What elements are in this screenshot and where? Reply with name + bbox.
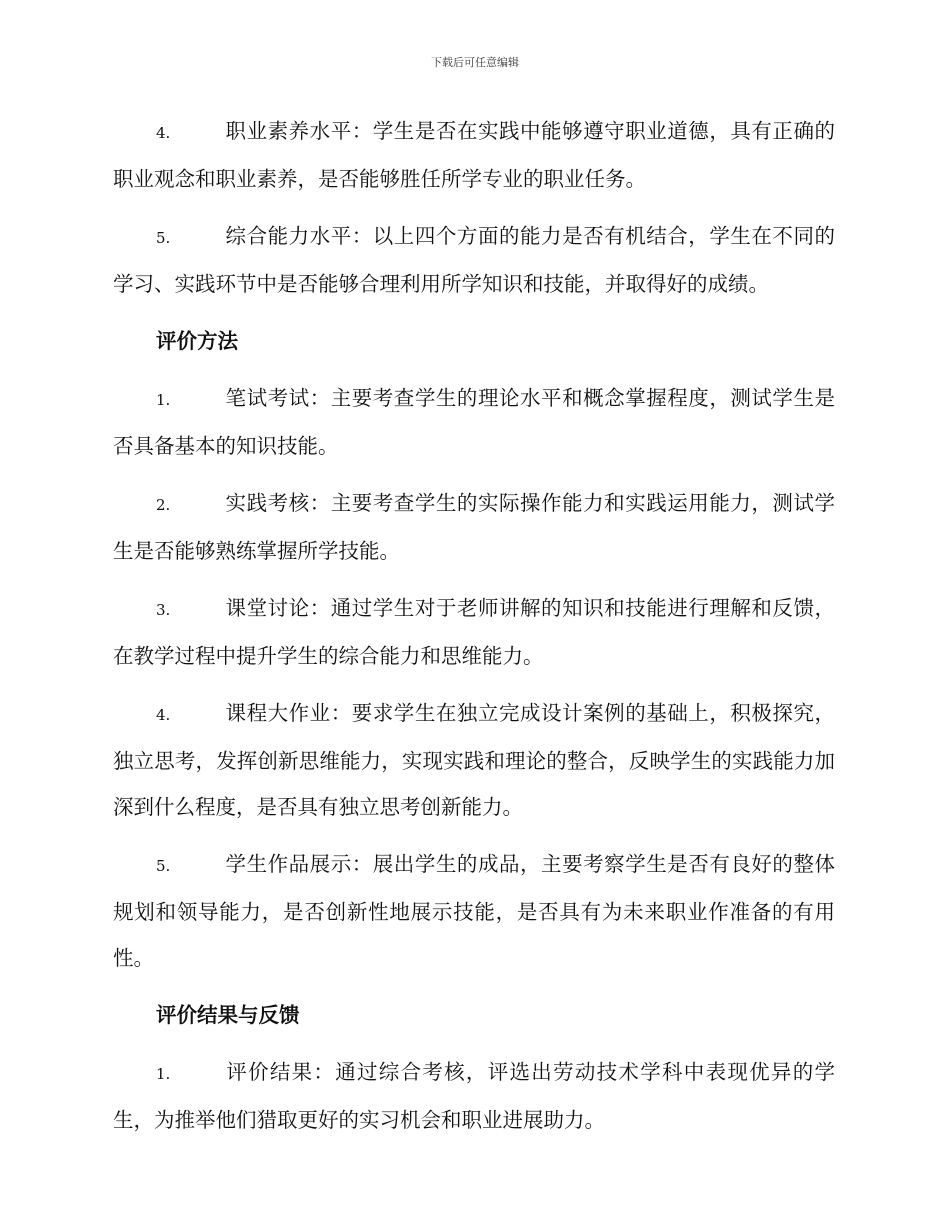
item-text: 评价结果：通过综合考核，评选出劳动技术学科中表现优异的学生，为推举他们猎取更好的实习机会和职业进展助力。	[113, 1060, 835, 1132]
list-item-2	[113, 480, 835, 574]
section-heading-methods: 评价方法	[156, 329, 238, 353]
item-number: 5.	[156, 229, 171, 247]
item-text: 实践考核：主要考查学生的实际操作能力和实践运用能力，测试学生是否能够熟练掌握所学技能。	[113, 491, 835, 563]
list-item-1	[113, 1049, 835, 1143]
list-item-1	[113, 375, 835, 469]
item-number: 3.	[156, 601, 171, 619]
item-text: 课堂讨论：通过学生对于老师讲解的知识和技能进行理解和反馈，在教学过程中提升学生的综合能力和思维能力。	[113, 596, 835, 668]
page-header: 下载后可任意编辑	[431, 56, 519, 69]
item-text: 职业素养水平：学生是否在实践中能够遵守职业道德，具有正确的职业观念和职业素养，是否能够胜任所学专业的职业任务。	[113, 119, 835, 191]
item-number: 1.	[156, 1065, 171, 1083]
list-item-5	[113, 213, 835, 307]
item-text: 课程大作业：要求学生在独立完成设计案例的基础上，积极探究，独立思考，发挥创新思维能力，实现实践和理论的整合，反映学生的实践能力加深到什么程度，是否具有独立思考创新能力。	[113, 701, 835, 819]
list-item-5	[113, 841, 835, 981]
item-number: 5.	[156, 857, 171, 875]
item-text: 笔试考试：主要考查学生的理论水平和概念掌握程度，测试学生是否具备基本的知识技能。	[113, 386, 835, 458]
document-body	[113, 108, 835, 1154]
list-item-4	[113, 108, 835, 202]
section-heading-results: 评价结果与反馈	[156, 1003, 300, 1027]
item-text: 学生作品展示：展出学生的成品，主要考察学生是否有良好的整体规划和领导能力，是否创新性地展示技能，是否具有为未来职业作准备的有用性。	[113, 852, 835, 970]
item-number: 2.	[156, 496, 171, 514]
list-item-3	[113, 585, 835, 679]
item-number: 1.	[156, 391, 171, 409]
item-number: 4.	[156, 706, 171, 724]
list-item-4	[113, 690, 835, 830]
item-text: 综合能力水平：以上四个方面的能力是否有机结合，学生在不同的学习、实践环节中是否能够合理利用所学知识和技能，并取得好的成绩。	[113, 224, 835, 296]
item-number: 4.	[156, 124, 171, 142]
